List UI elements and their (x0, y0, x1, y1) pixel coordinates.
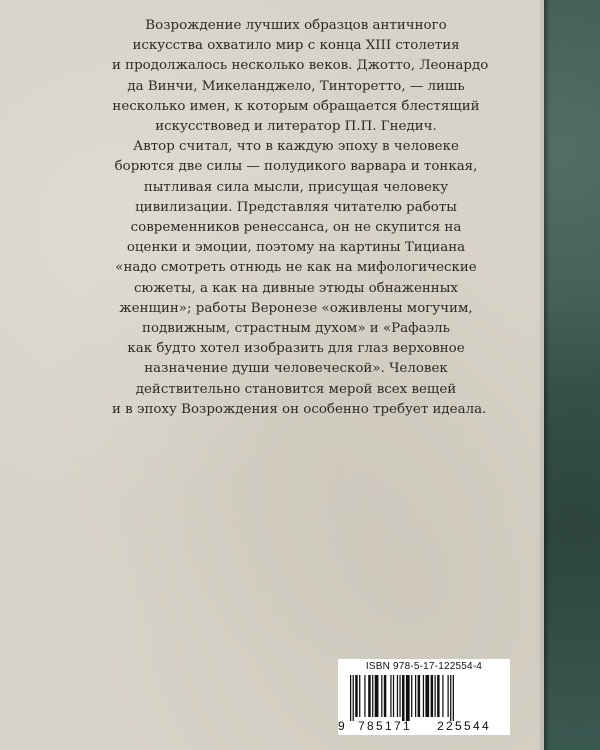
book-spine (544, 0, 600, 750)
barcode-digit-first: 9 (338, 719, 345, 733)
blurb-line: и продолжалось несколько веков. Джотто, Леонардо (112, 58, 489, 74)
blurb-line: цивилизации. Представляя читателю работы (135, 199, 457, 215)
blurb-line: борются две силы — полудикого варвара и тонкая, (114, 159, 478, 175)
blurb-line: искусства охватило мир с конца XIII столетия (132, 38, 460, 54)
blurb-line: подвижным, страстным духом» и «Рафаэль (142, 321, 450, 337)
isbn-label: ISBN 978-5-17-122554-4 (365, 661, 483, 672)
blurb-line: Автор считал, что в каждую эпоху в человеке (133, 139, 459, 155)
blurb-line: искусствовед и литератор П.П. Гнедич. (155, 119, 437, 135)
isbn-barcode (338, 659, 510, 735)
blurb-line: и в эпоху Возрождения он особенно требует идеала. (112, 401, 487, 417)
blurb-line: назначение души человеческой». Человек (144, 361, 448, 377)
barcode-bars-icon (344, 675, 504, 721)
barcode-digits-right: 225544 (437, 719, 491, 733)
barcode-digits-left: 785171 (358, 719, 412, 733)
blurb-line: женщин»; работы Веронезе «оживлены могучим, (119, 300, 473, 316)
blurb-line: да Винчи, Микеланджело, Тинторетто, — лишь (127, 78, 465, 94)
blurb-text (112, 16, 489, 420)
blurb-line: пытливая сила мысли, присущая человеку (143, 179, 449, 195)
blurb-line: оценки и эмоции, поэтому на картины Тициана (126, 240, 466, 256)
blurb-line: действительно становится мерой всех вещей (135, 381, 457, 397)
blurb-line: сюжеты, а как на дивные этюды обнаженных (134, 280, 458, 296)
blurb-line: «надо смотреть отнюдь не как на мифологические (115, 260, 477, 276)
blurb-line: современников ренессанса, он не скупится на (130, 220, 462, 236)
blurb-line: несколько имен, к которым обращается блестящий (112, 98, 480, 114)
blurb-line: как будто хотел изобразить для глаз верховное (127, 341, 465, 357)
blurb-line: Возрождение лучших образцов античного (145, 18, 447, 33)
